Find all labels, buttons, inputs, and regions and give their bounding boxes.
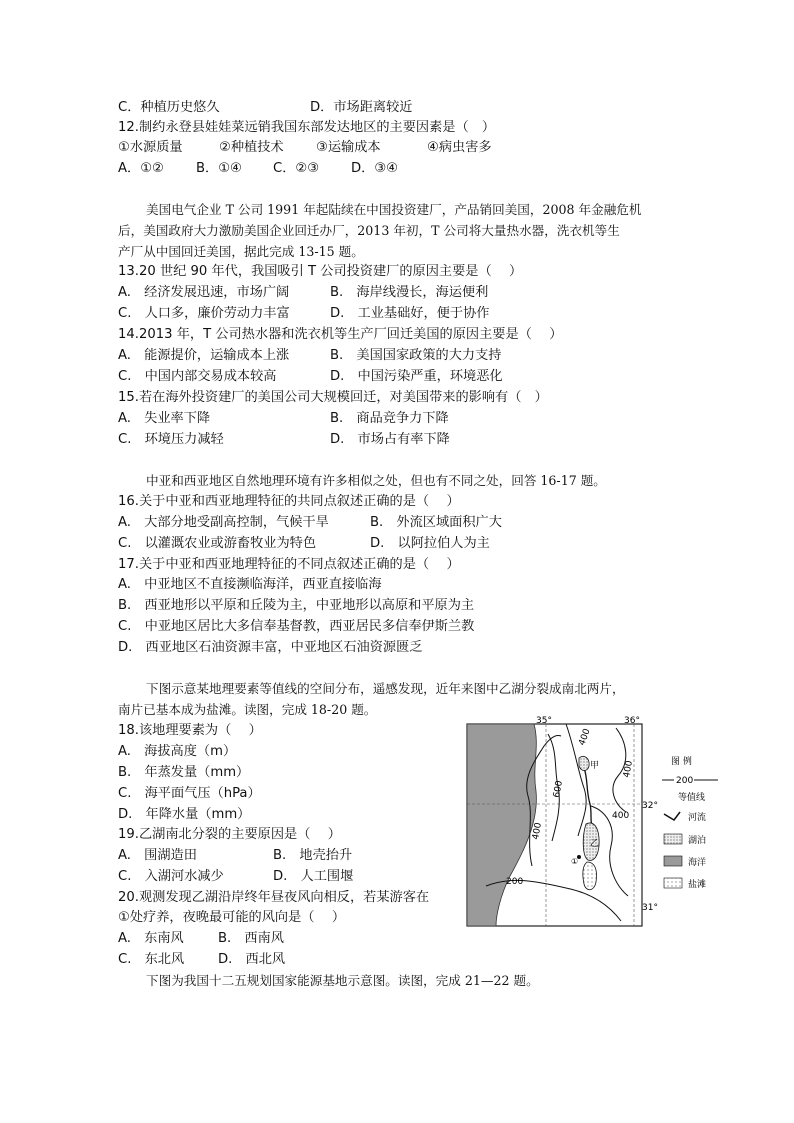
passage-13-15-line2: 后，美国政府大力激励美国企业回迁办厂，2013 年初，T 公司将大量热水器，洗衣机等生: [118, 223, 620, 238]
q15-option-d: D. 市场占有率下降: [330, 432, 450, 447]
lat-label-31: 31°: [642, 903, 658, 913]
isoline-label-600: 600: [552, 779, 565, 799]
q16-option-c: C. 以灌溉农业或游畜牧业为特色: [118, 536, 317, 551]
legend-isoline-value: 200: [676, 776, 694, 786]
question-15: 15.若在海外投资建厂的美国公司大规模回迁，对美国带来的影响有（ ）: [118, 390, 548, 405]
q12-item-2: ②种植技术: [219, 140, 284, 155]
q14-option-d: D. 中国污染严重，环境恶化: [330, 369, 503, 384]
legend-salt-label: 盐滩: [688, 880, 707, 890]
q12-option-b: B．①④: [196, 161, 242, 176]
q15-option-b: B. 商品竞争力下降: [330, 411, 449, 426]
lake-jia: [579, 756, 589, 770]
passage-13-15-line1: 美国电气企业 T 公司 1991 年起陆续在中国投资建厂，产品销回美国，2008 年金融危机: [146, 202, 642, 217]
q20-option-d: D. 西北风: [218, 952, 286, 967]
q12-option-d: D．③④: [351, 161, 398, 176]
question-17: 17.关于中亚和西亚地理特征的不同点叙述正确的是（ ）: [118, 557, 460, 572]
q12-item-1: ①水源质量: [118, 140, 183, 155]
q18-option-a: A. 海拔高度（m）: [118, 744, 237, 759]
passage-13-15-line3: 产厂从中国回迁美国，据此完成 13-15 题。: [118, 244, 364, 259]
q19-option-d: D. 人工围堰: [273, 869, 354, 884]
legend-sea-label: 海洋: [688, 858, 707, 868]
salt-flat-symbol-icon: [664, 878, 682, 888]
lon-label-36: 36°: [624, 716, 640, 726]
q11-option-d: D．市场距离较近: [310, 100, 413, 115]
isoline-label-400-d: 400: [531, 821, 544, 841]
question-14: 14.2013 年，T 公司热水器和洗衣机等生产厂回迁美国的原因主要是（ ）: [118, 327, 563, 342]
q17-option-a: A. 中亚地区不直接濒临海洋，西亚直接临海: [118, 577, 382, 592]
point-label-1: ①: [571, 857, 579, 866]
isoline-label-200: 200: [506, 877, 524, 887]
q17-option-c: C. 中亚地区居比大多信奉基督教，西亚居民多信奉伊斯兰教: [118, 619, 475, 634]
q12-item-3: ③运输成本: [316, 140, 381, 155]
q14-option-c: C. 中国内部交易成本较高: [118, 369, 277, 384]
q13-option-b: B. 海岸线漫长，海运便利: [330, 285, 489, 300]
question-19: 19.乙湖南北分裂的主要原因是（ ）: [118, 827, 341, 842]
q12-option-c: C．②③: [273, 161, 320, 176]
lake-label-yi: 乙: [590, 839, 600, 849]
passage-18-20-line2: 南片已基本成为盐滩。读图，完成 18-20 题。: [118, 702, 377, 717]
q20-option-c: C. 东北风: [118, 952, 185, 967]
q17-option-b: B. 西亚地形以平原和丘陵为主，中亚地形以高原和平原为主: [118, 598, 475, 613]
q15-option-a: A. 失业率下降: [118, 411, 211, 426]
lon-label-35: 35°: [536, 716, 552, 726]
q15-option-c: C. 环境压力减轻: [118, 432, 224, 447]
q19-option-a: A. 围湖造田: [118, 848, 197, 863]
q18-option-b: B. 年蒸发量（mm）: [118, 765, 250, 780]
sea-symbol-icon: [664, 856, 682, 866]
isoline-map: [466, 716, 731, 928]
lake-label-jia: 甲: [590, 761, 600, 771]
question-12: 12.制约永登县娃娃菜远销我国东部发达地区的主要因素是（ ）: [118, 120, 496, 135]
lake-symbol-icon: [664, 834, 682, 844]
lat-label-32: 32°: [642, 801, 658, 811]
passage-16-17: 中亚和西亚地区自然地理环境有许多相似之处，但也有不同之处，回答 16-17 题。: [146, 473, 606, 488]
passage-21-22: 下图为我国十二五规划国家能源基地示意图。读图，完成 21—22 题。: [146, 973, 539, 988]
question-16: 16.关于中亚和西亚地理特征的共同点叙述正确的是（ ）: [118, 494, 460, 509]
q19-option-b: B. 地壳抬升: [273, 848, 353, 863]
passage-18-20-line1: 下图示意某地理要素等值线的空间分布，遥感发现，近年来图中乙湖分裂成南北两片，: [146, 681, 625, 696]
legend-river-label: 河流: [688, 813, 707, 823]
q13-option-d: D. 工业基础好，便于协作: [330, 306, 490, 321]
salt-flat: [583, 862, 597, 890]
legend-title: 图 例: [671, 757, 692, 767]
q16-option-d: D. 以阿拉伯人为主: [370, 536, 490, 551]
q18-option-c: C. 海平面气压（hPa）: [118, 786, 261, 801]
question-13: 13.20 世纪 90 年代，我国吸引 T 公司投资建厂的原因主要是（ ）: [118, 264, 523, 279]
q13-option-c: C. 人口多，廉价劳动力丰富: [118, 306, 290, 321]
isoline-label-400-c: 400: [612, 811, 630, 821]
q12-option-a: A．①②: [118, 161, 164, 176]
q19-option-c: C. 入湖河水减少: [118, 869, 224, 884]
q13-option-a: A. 经济发展迅速，市场广阔: [118, 285, 290, 300]
isoline-label-400-a: 400: [577, 727, 593, 748]
q14-option-a: A. 能源提价，运输成本上涨: [118, 348, 290, 363]
question-18: 18.该地理要素为（ ）: [118, 723, 262, 738]
q20-option-a: A. 东南风: [118, 931, 184, 946]
q20-option-b: B. 西南风: [218, 931, 284, 946]
q16-option-a: A. 大部分地受副高控制，气候干旱: [118, 515, 329, 530]
question-20-line2: ①处疗养，夜晚最可能的风向是（ ）: [118, 910, 346, 925]
q18-option-d: D. 年降水量（mm）: [118, 807, 251, 822]
legend-lake-label: 湖泊: [688, 836, 707, 846]
q11-option-c: C．种植历史悠久: [118, 100, 220, 115]
question-20-line1: 20.观测发现乙湖沿岸终年昼夜风向相反，若某游客在: [118, 890, 430, 905]
q16-option-b: B. 外流区域面积广大: [370, 515, 502, 530]
isoline-label-400-b: 400: [622, 759, 635, 779]
q12-item-4: ④病虫害多: [427, 140, 492, 155]
q14-option-b: B. 美国国家政策的大力支持: [330, 348, 502, 363]
legend-isoline-label: 等值线: [678, 793, 706, 803]
river-symbol-icon: [664, 812, 680, 820]
q17-option-d: D. 西亚地区石油资源丰富，中亚地区石油资源匮乏: [118, 640, 423, 655]
